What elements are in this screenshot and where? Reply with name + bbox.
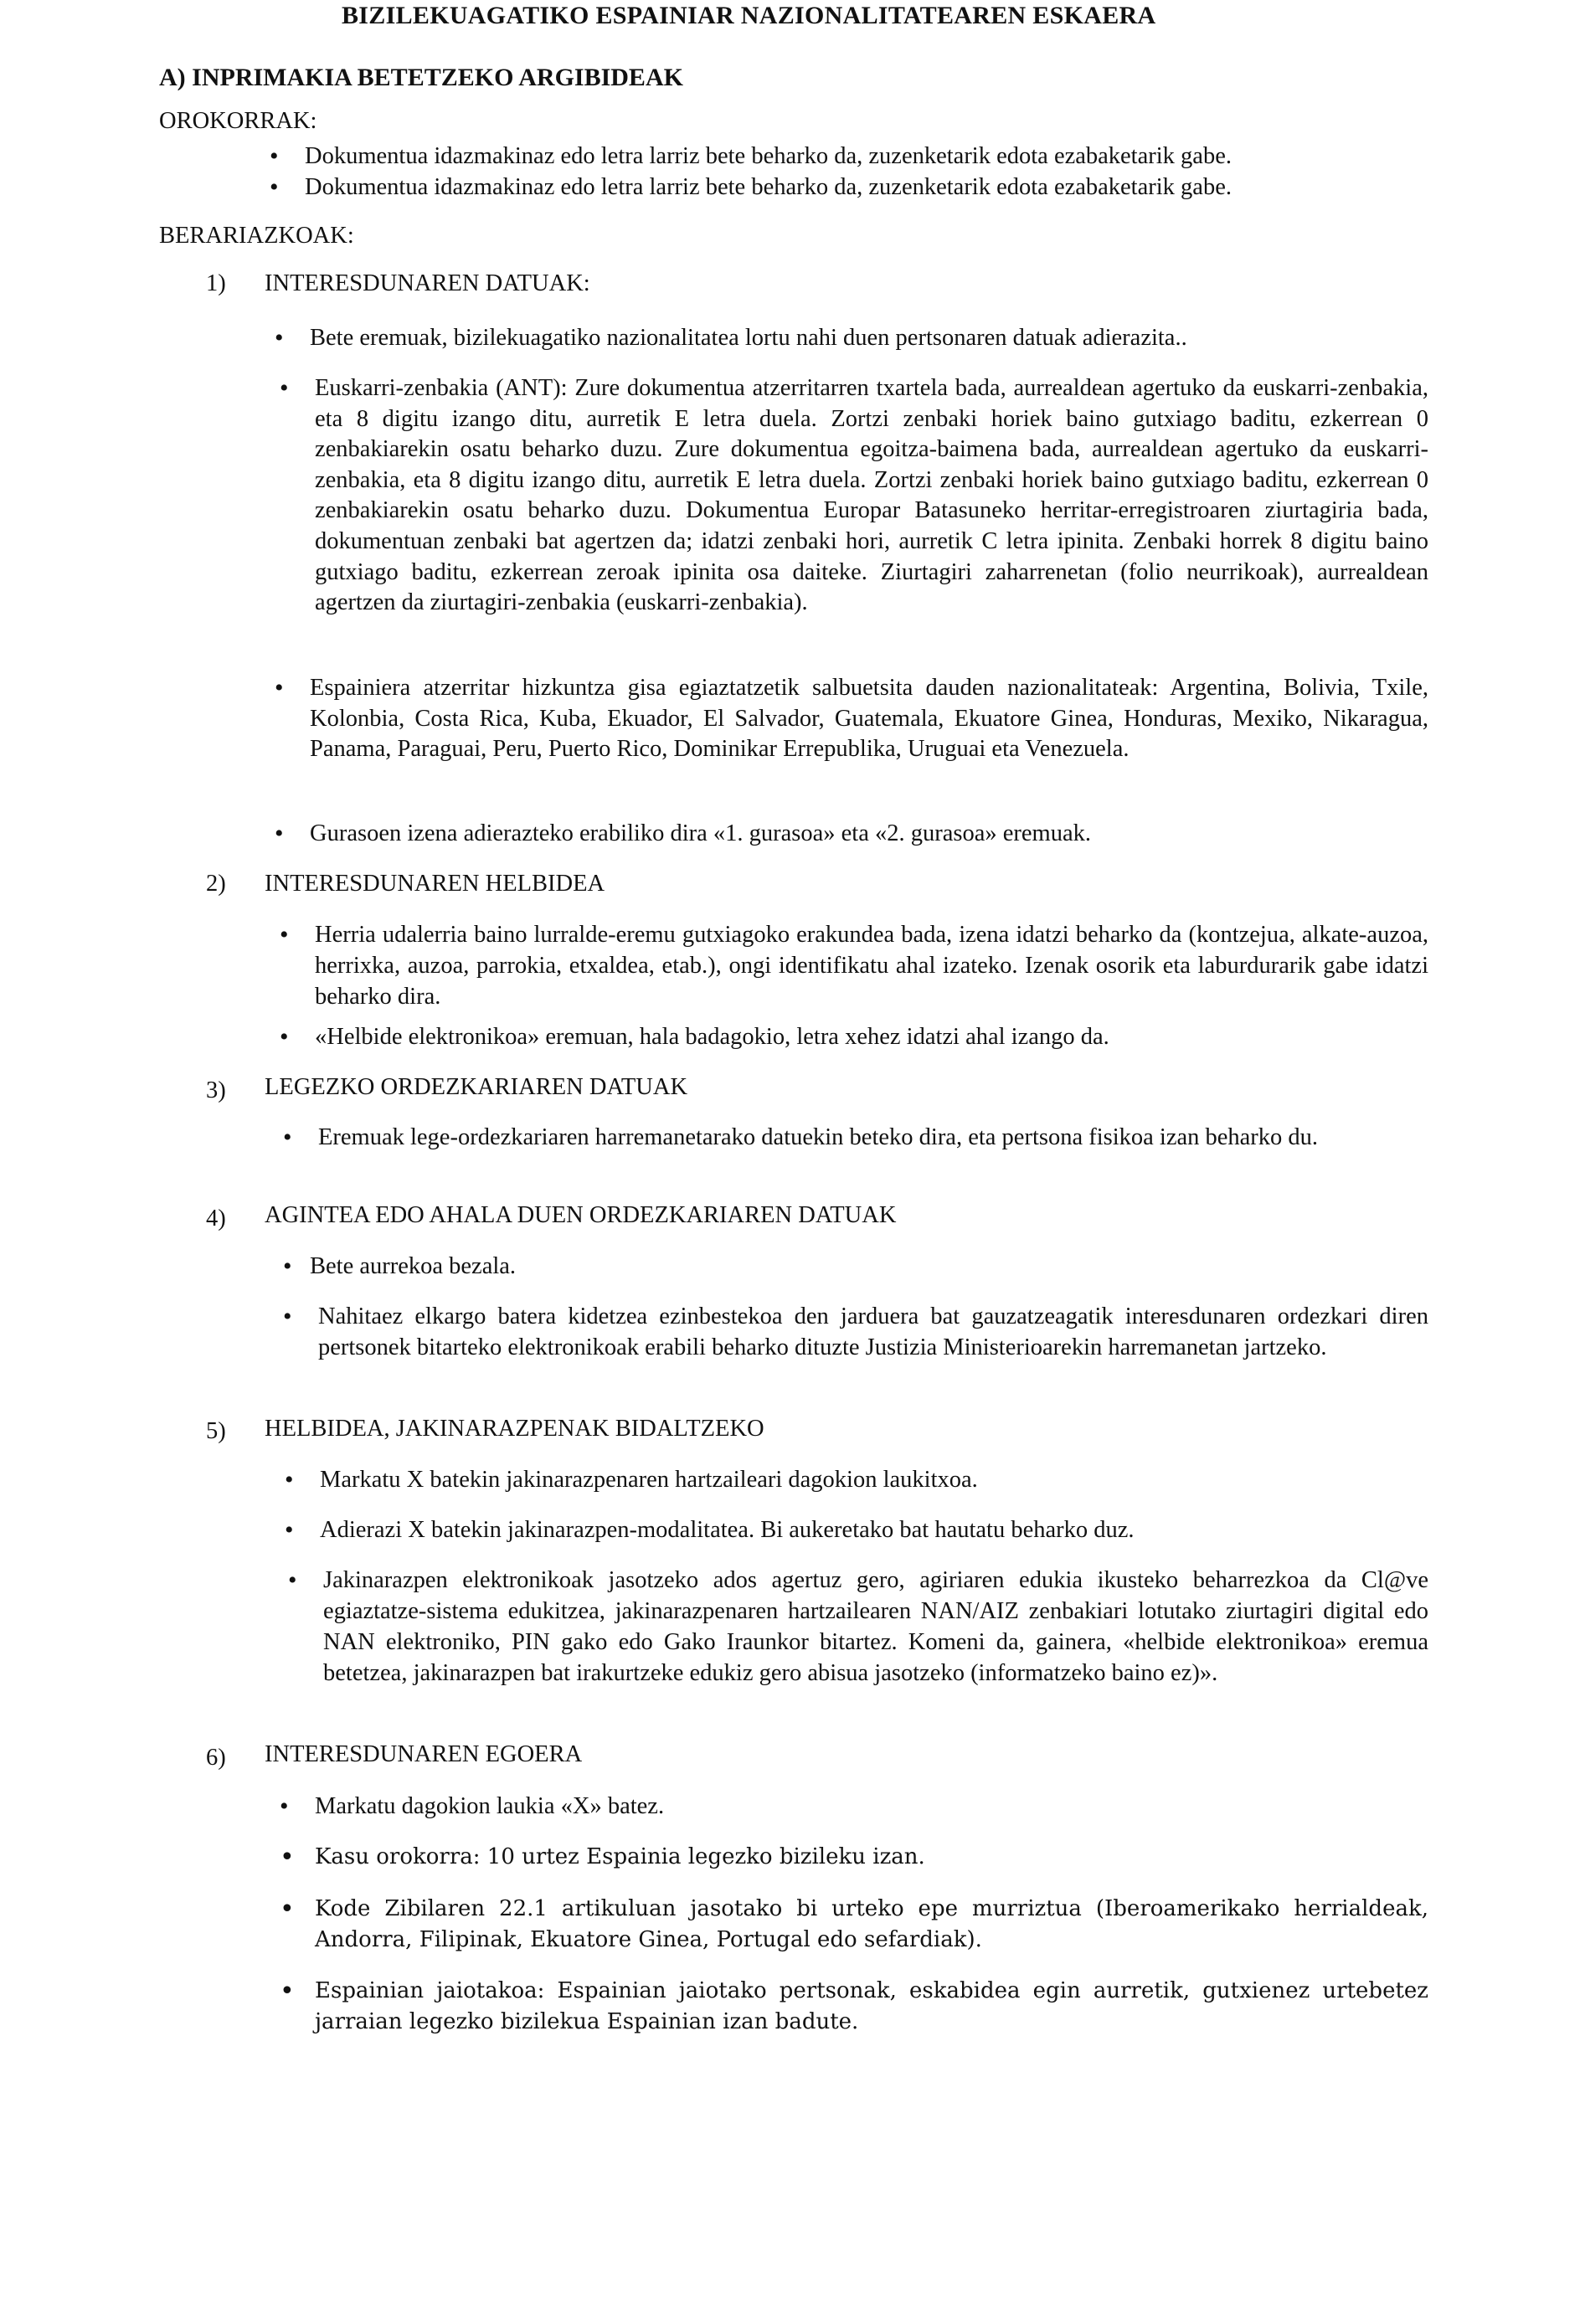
section-5-bullet-1: • Markatu X batekin jakinarazpenaren hartzaileari dagokion laukitxoa. — [278, 1464, 1428, 1495]
section-3-bullet-1: • Eremuak lege-ordezkariaren harremanetarako datuekin beteko dira, eta pertsona fisikoa izan beharko du. — [276, 1122, 1428, 1153]
section-3-number: 3) — [206, 1077, 226, 1103]
section-5-number: 5) — [206, 1418, 226, 1444]
section-1-bullet-3: • Espainiera atzerritar hizkuntza gisa egiaztatzetik salbuetsita dauden nazionalitateak: Argentina, Bolivia, Txile, Kolonbia, Costa Rica, Kuba, Ekuador, El Salvador, Guatemala, Ekuatore Ginea, Honduras, Mexiko, Nikaragua, Panama, Paraguai, Peru, Puerto Rico, Dominikar Errepublika, Uruguai eta Venezuela. — [268, 673, 1428, 765]
section-1-bullet-list-d — [268, 818, 1428, 849]
general-bullet-list — [263, 141, 1418, 203]
section-1-bullet-2: • Euskarri-zenbakia (ANT): Zure dokumentua atzerritarren txartela bada, aurrealdean agertuko da euskarri-zenbakia, eta 8 digitu izango ditu, aurretik E letra duela. Zortzi zenbaki horiek baino gutxiago baditu, ezkerrean 0 zenbakiarekin osatu beharko duzu. Zure dokumentua egoitza-baimena bada, aurrealdean agertuko da euskarri-zenbakia, eta 8 digitu izango ditu, aurretik E letra duela. Zortzi zenbaki horiek baino gutxiago baditu, ezkerrean 0 zenbakiarekin osatu beharko duzu. Dokumentua Europar Batasuneko herritar-erregistroaren ziurtagiria bada, dokumentuan zenbaki bat agertzen da; idatzi zenbaki hori, aurretik C letra ipinita. Zenbaki horrek 8 digitu baino gutxiago baditu, ezkerrean zeroak ipinita osa daiteke. Ziurtagiri zaharrenetan (folio neurrikoak), aurrealdean agertzen da ziurtagiri-zenbakia (euskarri-zenbakia). — [273, 373, 1428, 619]
section-4-bullet-2: • Nahitaez elkargo batera kidetzea ezinbestekoa den jarduera bat gauzatzeagatik interesdunaren ordezkari diren pertsonek bitarteko elektronikoak erabili beharko dituzte Justizia Ministerioarekin harremanetan jartzeko. — [276, 1301, 1428, 1363]
section-1-bullet-1: • Bete eremuak, bizilekuagatiko nazionalitatea lortu nahi duen pertsonaren datuak adierazita.. — [268, 322, 1423, 353]
general-bullet-1: • Dokumentua idazmakinaz edo letra larriz bete beharko da, zuzenketarik edota ezabaketarik gabe. — [263, 141, 1418, 172]
section-6-bullet-4: • Espainian jaiotakoa: Espainian jaiotako pertsonak, eskabidea egin aurretik, gutxienez urtebetez jarraian legezko bizilekua Espainian izan badute. — [273, 1976, 1428, 2038]
section-6-bullet-list-c — [273, 1894, 1428, 1956]
section-5-bullet-list — [278, 1464, 1428, 1495]
specific-heading: BERARIAZKOAK: — [159, 223, 354, 249]
section-6-bullet-list-d — [273, 1976, 1428, 2038]
section-2-bullet-2: • «Helbide elektronikoa» eremuan, hala badagokio, letra xehez idatzi ahal izango da. — [273, 1021, 1428, 1052]
section-6-number: 6) — [206, 1745, 226, 1771]
section-1-number: 1) — [206, 270, 226, 296]
section-1-heading: INTERESDUNAREN DATUAK: — [265, 270, 590, 296]
section-a-heading: A) INPRIMAKIA BETETZEKO ARGIBIDEAK — [159, 64, 683, 91]
section-2-bullet-list-b — [273, 1021, 1428, 1052]
section-1-bullet-list-c — [268, 673, 1428, 765]
section-4-heading: AGINTEA EDO AHALA DUEN ORDEZKARIAREN DATUAK — [265, 1202, 897, 1228]
section-5-bullet-2: • Adierazi X batekin jakinarazpen-modalitatea. Bi aukeretako bat hautatu beharko duz. — [278, 1514, 1428, 1545]
section-5-bullet-list-b — [278, 1514, 1428, 1545]
section-4-bullet-list — [276, 1251, 1428, 1282]
section-4-bullet-1: • Bete aurrekoa bezala. — [276, 1251, 1428, 1282]
section-5-bullet-list-c — [281, 1565, 1428, 1689]
section-1-bullet-4: • Gurasoen izena adierazteko erabiliko dira «1. gurasoa» eta «2. gurasoa» eremuak. — [268, 818, 1428, 849]
section-2-bullet-1: • Herria udalerria baino lurralde-eremu gutxiagoko erakundea bada, izena idatzi beharko da (kontzejua, alkate-auzoa, herrixka, auzoa, parrokia, etxaldea, etab.), ongi identifikatu ahal izateko. Izenak osorik eta laburdurarik gabe idatzi beharko dira. — [273, 919, 1428, 1012]
general-bullet-2: • Dokumentua idazmakinaz edo letra larriz bete beharko da, zuzenketarik edota ezabaketarik gabe. — [263, 172, 1418, 203]
section-4-number: 4) — [206, 1206, 226, 1231]
section-6-heading: INTERESDUNAREN EGOERA — [265, 1741, 583, 1767]
general-heading: OROKORRAK: — [159, 108, 317, 134]
section-5-bullet-3: • Jakinarazpen elektronikoak jasotzeko ados agertuz gero, agiriaren edukia ikusteko beharrezkoa da Cl@ve egiaztatze-sistema edukitzea, jakinarazpenaren hartzailearen NAN/AIZ zenbakiari lotutako ziurtagiri digital edo NAN elektroniko, PIN gako edo Gako Iraunkor bitartez. Komeni da, gainera, «helbide elektronikoa» eremua betetzea, jakinarazpen bat irakurtzeke edukiz gero abisua jasotzeko (informatzeko baino ez)». — [281, 1565, 1428, 1689]
section-1-bullet-list — [268, 322, 1423, 353]
section-2-heading: INTERESDUNAREN HELBIDEA — [265, 871, 605, 897]
section-3-bullet-list — [276, 1122, 1428, 1153]
section-3-heading: LEGEZKO ORDEZKARIAREN DATUAK — [265, 1074, 688, 1100]
section-2-bullet-list — [273, 919, 1428, 1012]
section-6-bullet-1: • Markatu dagokion laukia «X» batez. — [273, 1791, 1428, 1822]
section-6-bullet-list-b — [273, 1842, 1428, 1873]
section-6-bullet-list — [273, 1791, 1428, 1822]
document-title: BIZILEKUAGATIKO ESPAINIAR NAZIONALITATEAREN ESKAERA — [342, 2, 1156, 29]
section-2-number: 2) — [206, 871, 226, 897]
section-4-bullet-list-b — [276, 1301, 1428, 1363]
section-5-heading: HELBIDEA, JAKINARAZPENAK BIDALTZEKO — [265, 1416, 764, 1442]
section-1-bullet-list-b — [273, 373, 1428, 619]
section-6-bullet-3: • Kode Zibilaren 22.1 artikuluan jasotako bi urteko epe murriztua (Iberoamerikako herrialdeak, Andorra, Filipinak, Ekuatore Ginea, Portugal edo sefardiak). — [273, 1894, 1428, 1956]
section-6-bullet-2: • Kasu orokorra: 10 urtez Espainia legezko bizileku izan. — [273, 1842, 1428, 1873]
